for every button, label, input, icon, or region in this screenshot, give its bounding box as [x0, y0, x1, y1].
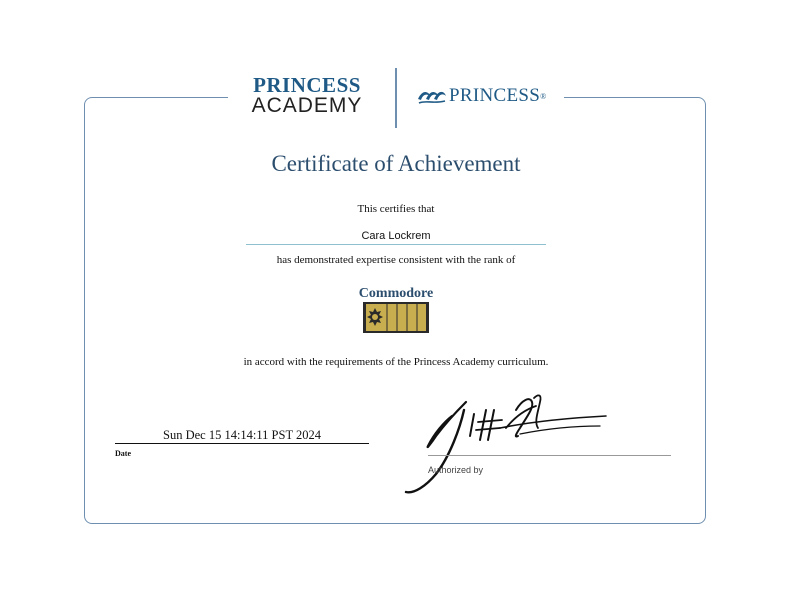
certificate-title: Certificate of Achievement [271, 151, 521, 176]
authorized-by-label: Authorized by [428, 465, 484, 475]
date-underline [115, 443, 369, 444]
academy-logo-line2: ACADEMY [251, 94, 363, 117]
princess-academy-logo [232, 74, 382, 116]
registered-mark: ® [540, 91, 547, 101]
date-label: Date [115, 449, 131, 458]
signature-line [428, 455, 671, 456]
handwritten-signature [400, 388, 610, 496]
princess-wordmark: PRINCESS [449, 85, 541, 106]
certifies-text: This certifies that [357, 203, 435, 215]
logo-divider [395, 68, 397, 128]
accord-text: in accord with the requirements of the Princess Academy curriculum. [243, 356, 549, 368]
commodore-insignia-icon [363, 302, 429, 333]
date-value: Sun Dec 15 14:14:11 PST 2024 [163, 428, 321, 442]
recipient-underline [246, 244, 546, 245]
expertise-text: has demonstrated expertise consistent with the rank of [276, 254, 516, 266]
academy-logo-line1: PRINCESS [253, 73, 361, 97]
recipient-name: Cara Lockrem [361, 230, 431, 242]
rank-title: Commodore [358, 286, 434, 301]
princess-wave-icon [417, 86, 447, 106]
princess-logo [417, 85, 546, 107]
